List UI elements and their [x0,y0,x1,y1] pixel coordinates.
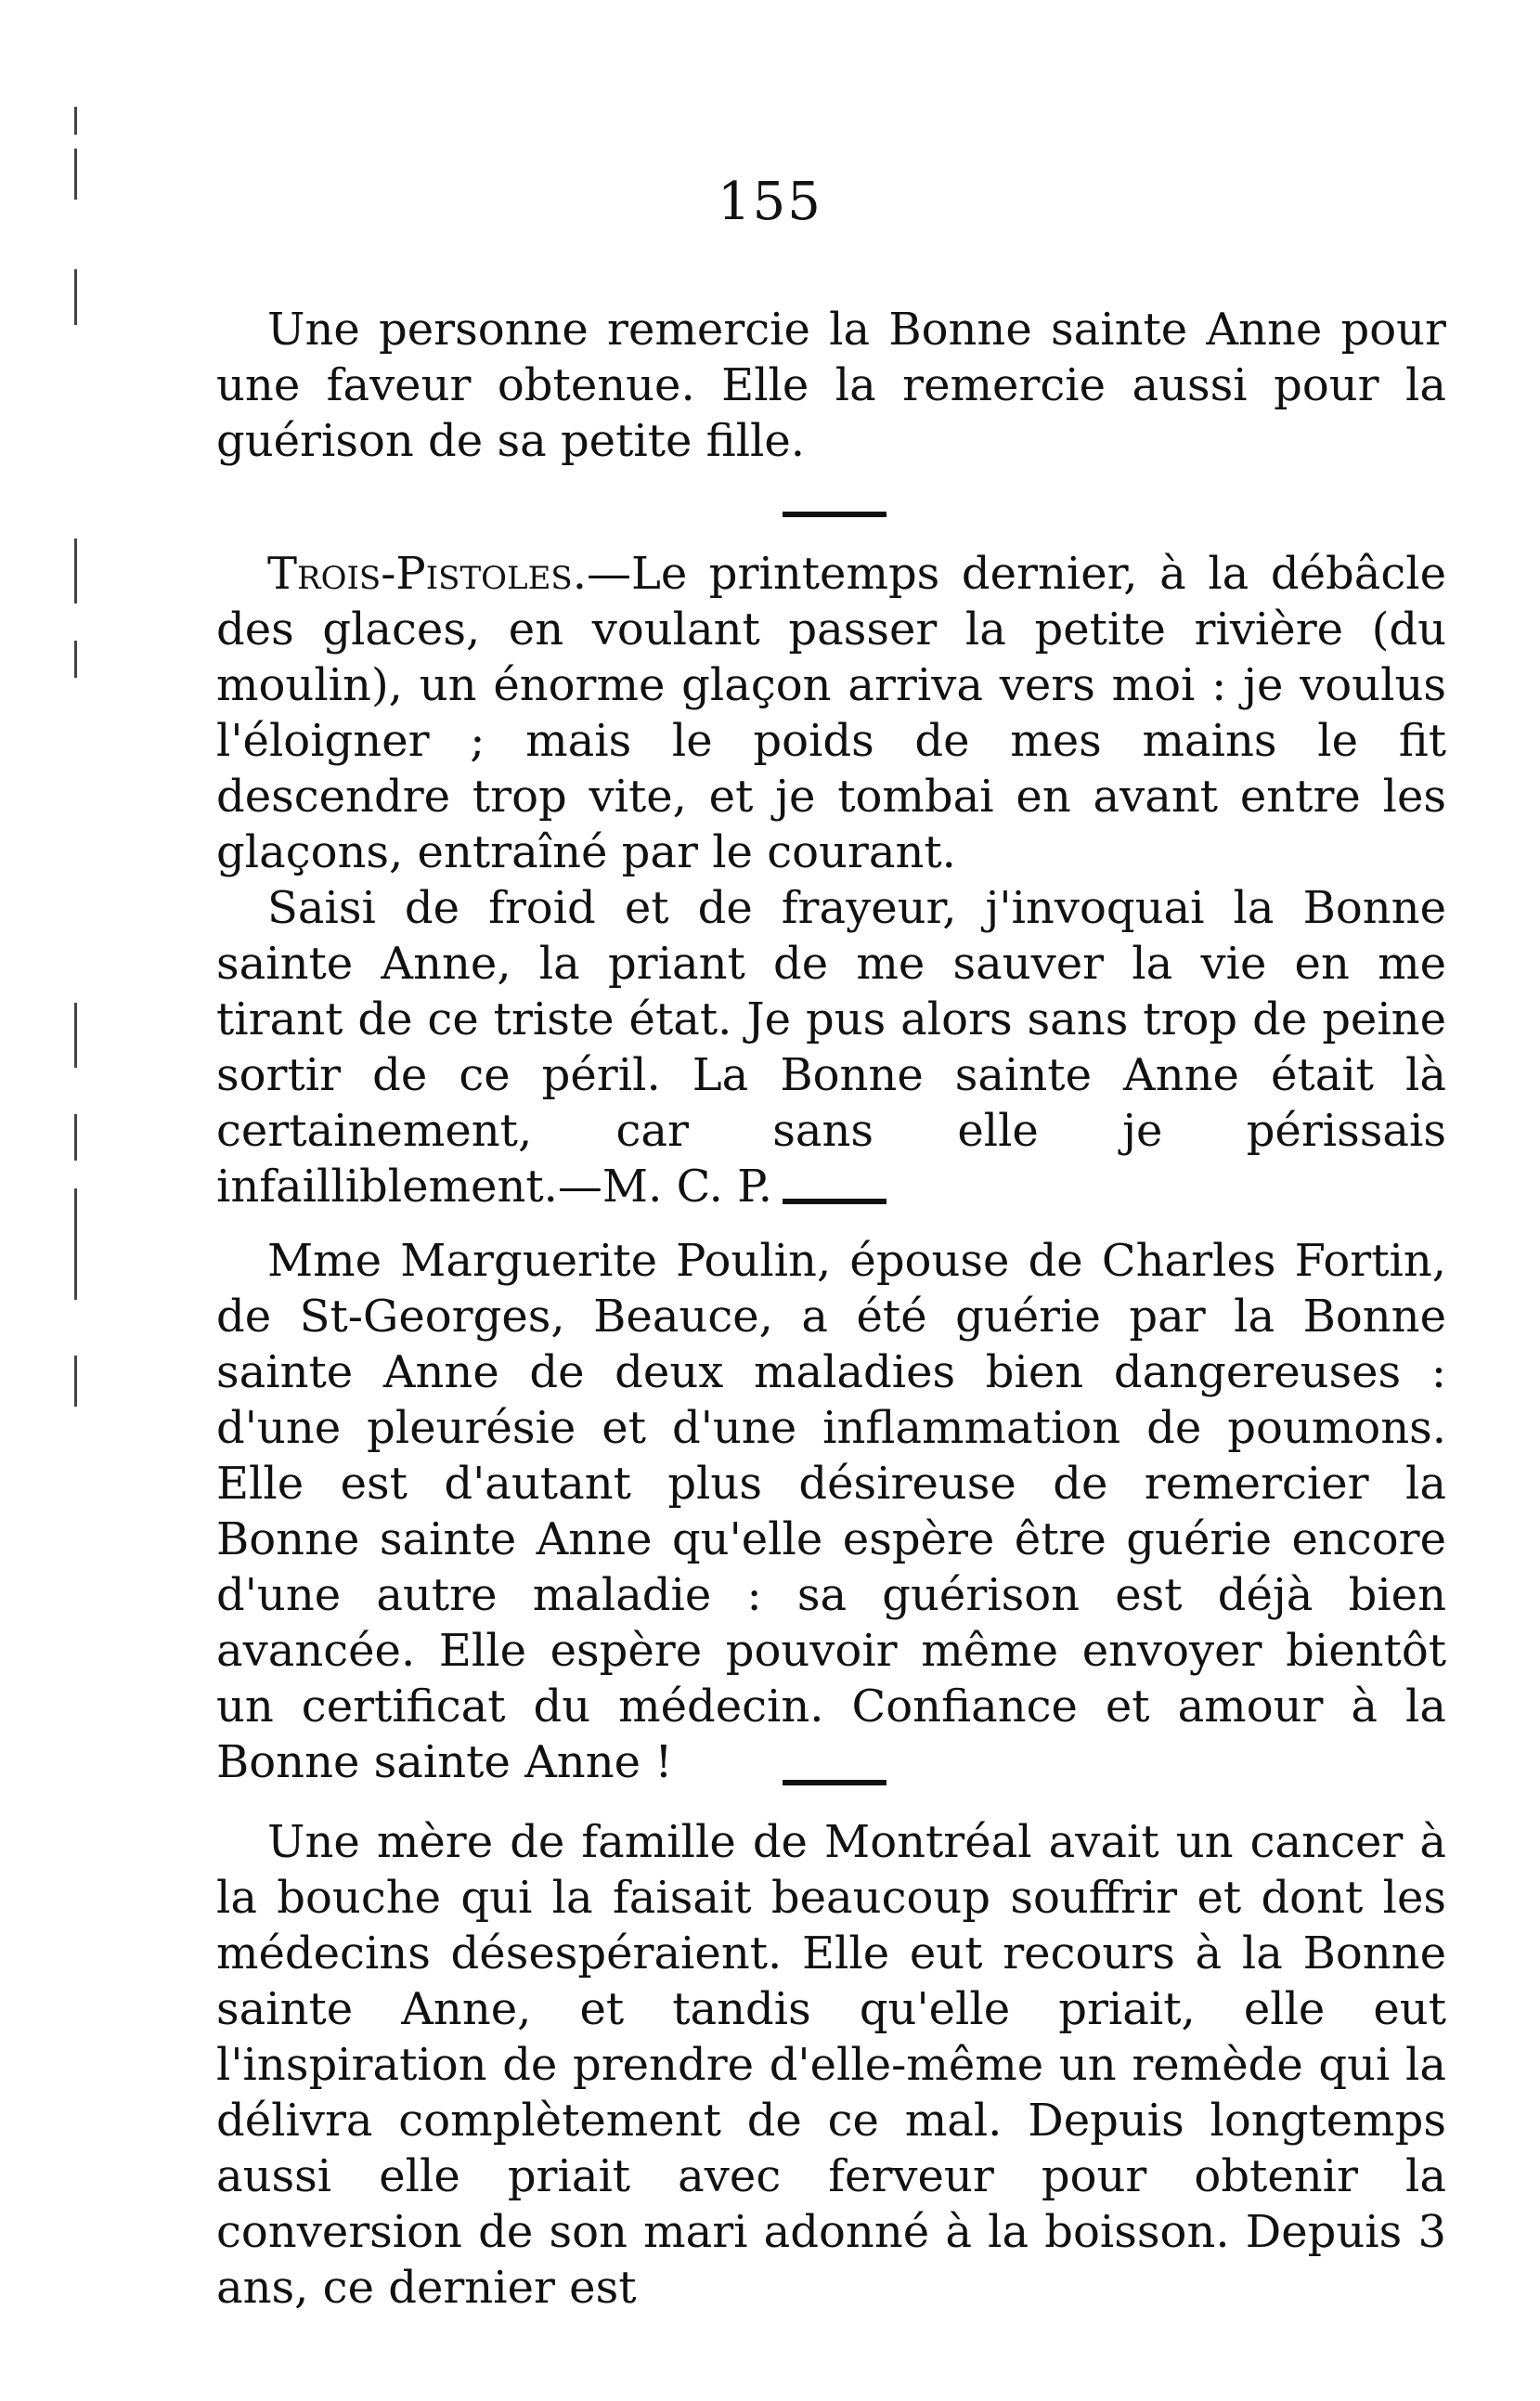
entry-1 [216,302,1446,469]
margin-mark [74,641,77,678]
section-divider [783,1199,886,1204]
margin-mark [74,269,77,325]
paragraph: Mme Marguerite Poulin, épouse de Charles Fortin, de St-Georges, Beauce, a été guérie par la Bonne sainte Anne de deux maladies bien dangereuses : d'une pleurésie et d'une inflammation de poumons. Elle est d'autant plus désireuse de remercier la Bonne sainte Anne qu'elle espère être guérie encore d'une autre maladie : sa guérison est déjà bien avancée. Elle espère pouvoir même envoyer bientôt un certificat du médecin. Confiance et amour à la Bonne sainte Anne ! [216,1235,1446,1788]
margin-mark [74,107,77,135]
margin-mark [74,1114,77,1161]
paragraph: Saisi de froid et de frayeur, j'invoquai la Bonne sainte Anne, la priant de me sauver la vie en me tirant de ce triste état. Je pus alors sans trop de peine sortir de ce péril. La Bonne sainte Anne était là certainement, car sans elle je périssais infailliblement.—M. C. P. [216,882,1446,1213]
entry-3 [216,1233,1446,1790]
entry-2 [216,546,1446,1214]
section-divider [783,1780,886,1785]
paragraph [216,546,1446,880]
paragraph-text: —Le printemps dernier, à la débâcle des glaces, en voulant passer la petite rivière (du moulin), un énorme glaçon arriva vers moi : je voulus l'éloigner ; mais le poids de mes mains le fit descendre trop vite, et je tombai en avant entre les glaçons, entraîné par le courant. [216,548,1446,878]
section-divider [783,512,886,517]
margin-mark [74,1003,77,1068]
margin-mark [74,1188,77,1300]
entry-4 [216,1814,1446,2316]
page-number: 155 [718,172,822,232]
margin-mark [74,1356,77,1407]
paragraph: Une mère de famille de Montréal avait un cancer à la bouche qui la faisait beaucoup souffrir et dont les médecins désespéraient. Elle eut recours à la Bonne sainte Anne, et tandis qu'elle priait, elle eut l'inspiration de prendre d'elle-même un remède qui la délivra complètement de ce mal. Depuis longtemps aussi elle priait avec ferveur pour obtenir la conversion de son mari adonné à la boisson. Depuis 3 ans, ce dernier est [216,1816,1446,2314]
place-heading: Trois-Pistoles. [267,548,587,600]
paragraph: Une personne remercie la Bonne sainte Anne pour une faveur obtenue. Elle la remercie aussi pour la guérison de sa petite fille. [216,304,1446,467]
margin-mark [74,539,77,603]
